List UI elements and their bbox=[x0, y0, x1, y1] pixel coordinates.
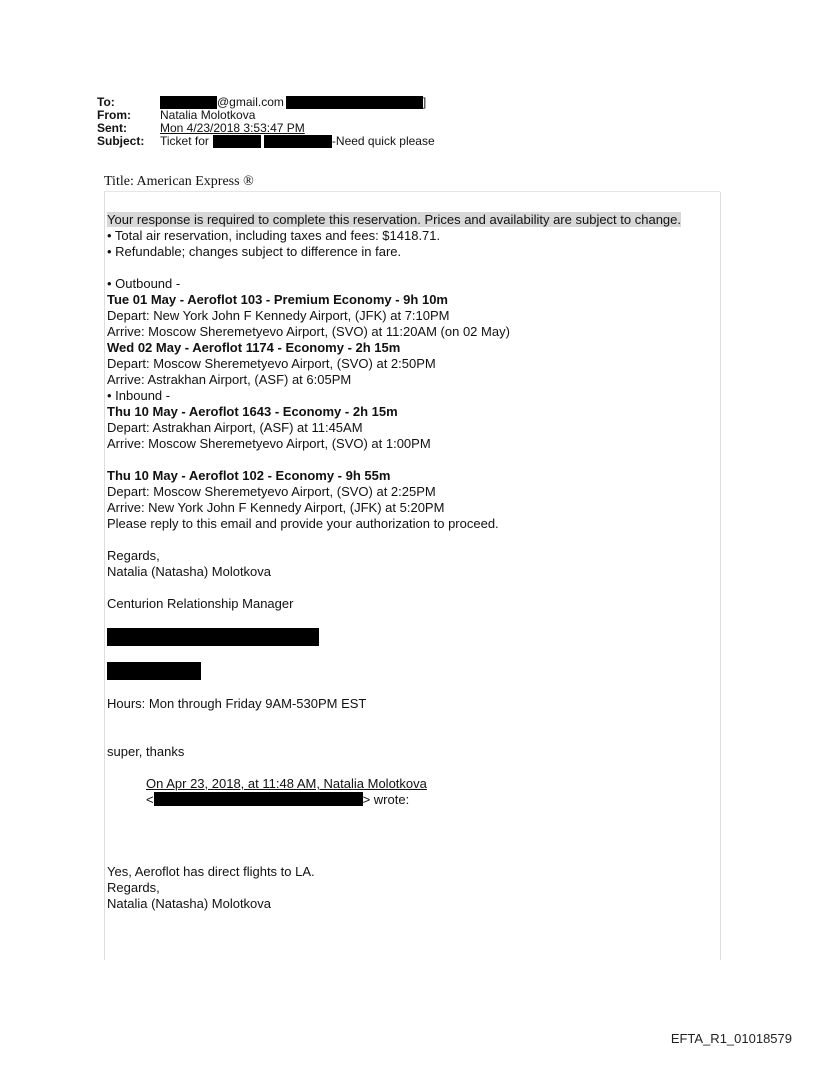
to-row bbox=[97, 96, 435, 109]
redaction-block bbox=[213, 135, 261, 148]
subject-prefix: Ticket for bbox=[160, 134, 209, 148]
final-regards: Regards, bbox=[107, 880, 160, 895]
sent-label: Sent: bbox=[97, 121, 127, 135]
redaction-block bbox=[107, 662, 201, 680]
to-bracket: ] bbox=[422, 95, 427, 109]
reservation-notice: Your response is required to complete this reservation. Prices and availability are subject to change. bbox=[107, 212, 681, 227]
leg-2-depart: Depart: Moscow Sheremetyevo Airport, (SVO) at 2:50PM bbox=[107, 356, 436, 371]
subject-row bbox=[97, 135, 435, 148]
quote-header-line: On Apr 23, 2018, at 11:48 AM, Natalia Molotkova bbox=[146, 776, 427, 791]
sent-value: Mon 4/23/2018 3:53:47 PM bbox=[160, 121, 305, 135]
email-body bbox=[107, 212, 707, 912]
email-header bbox=[97, 96, 435, 148]
from-value: Natalia Molotkova bbox=[160, 108, 256, 122]
quote-open: < bbox=[146, 792, 154, 807]
reply-text: super, thanks bbox=[107, 744, 185, 759]
leg-2-arrive: Arrive: Astrakhan Airport, (ASF) at 6:05PM bbox=[107, 372, 352, 387]
signature-role: Centurion Relationship Manager bbox=[107, 596, 294, 611]
inbound-label: • Inbound - bbox=[107, 388, 171, 403]
leg-2-title: Wed 02 May - Aeroflot 1174 - Economy - 2h 15m bbox=[107, 340, 401, 355]
subject-suffix: -Need quick please bbox=[331, 134, 435, 148]
leg-4-arrive: Arrive: New York John F Kennedy Airport, (JFK) at 5:20PM bbox=[107, 500, 445, 515]
quoted-header bbox=[107, 776, 707, 808]
bullet-total: • Total air reservation, including taxes and fees: $1418.71. bbox=[107, 228, 441, 243]
redaction-block bbox=[154, 792, 363, 806]
redaction-block bbox=[286, 96, 423, 109]
from-label: From: bbox=[97, 108, 131, 122]
leg-1-title: Tue 01 May - Aeroflot 103 - Premium Economy - 9h 10m bbox=[107, 292, 448, 307]
leg-3-arrive: Arrive: Moscow Sheremetyevo Airport, (SVO) at 1:00PM bbox=[107, 436, 431, 451]
leg-3-depart: Depart: Astrakhan Airport, (ASF) at 11:45AM bbox=[107, 420, 363, 435]
regards: Regards, bbox=[107, 548, 160, 563]
redaction-block bbox=[264, 135, 332, 148]
subject-label: Subject: bbox=[97, 134, 145, 148]
leg-4-title: Thu 10 May - Aeroflot 102 - Economy - 9h 55m bbox=[107, 468, 391, 483]
final-name: Natalia (Natasha) Molotkova bbox=[107, 896, 272, 911]
to-value: @gmail.com bbox=[217, 95, 284, 109]
signature-name: Natalia (Natasha) Molotkova bbox=[107, 564, 272, 579]
to-label: To: bbox=[97, 95, 115, 109]
quote-close: > wrote: bbox=[362, 792, 410, 807]
outbound-label: • Outbound - bbox=[107, 276, 181, 291]
bullet-refundable: • Refundable; changes subject to difference in fare. bbox=[107, 244, 402, 259]
leg-1-depart: Depart: New York John F Kennedy Airport, (JFK) at 7:10PM bbox=[107, 308, 450, 323]
leg-1-arrive: Arrive: Moscow Sheremetyevo Airport, (SVO) at 11:20AM (on 02 May) bbox=[107, 324, 510, 339]
quote-sender-line bbox=[146, 792, 707, 808]
authorization-request: Please reply to this email and provide your authorization to proceed. bbox=[107, 516, 499, 531]
document-id: EFTA_R1_01018579 bbox=[670, 1031, 792, 1046]
redaction-block bbox=[107, 628, 319, 646]
final-line: Yes, Aeroflot has direct flights to LA. bbox=[107, 864, 315, 879]
office-hours: Hours: Mon through Friday 9AM-530PM EST bbox=[107, 696, 367, 711]
leg-4-depart: Depart: Moscow Sheremetyevo Airport, (SVO) at 2:25PM bbox=[107, 484, 436, 499]
document-title: Title: American Express ® bbox=[104, 174, 720, 192]
leg-3-title: Thu 10 May - Aeroflot 1643 - Economy - 2h 15m bbox=[107, 404, 398, 419]
